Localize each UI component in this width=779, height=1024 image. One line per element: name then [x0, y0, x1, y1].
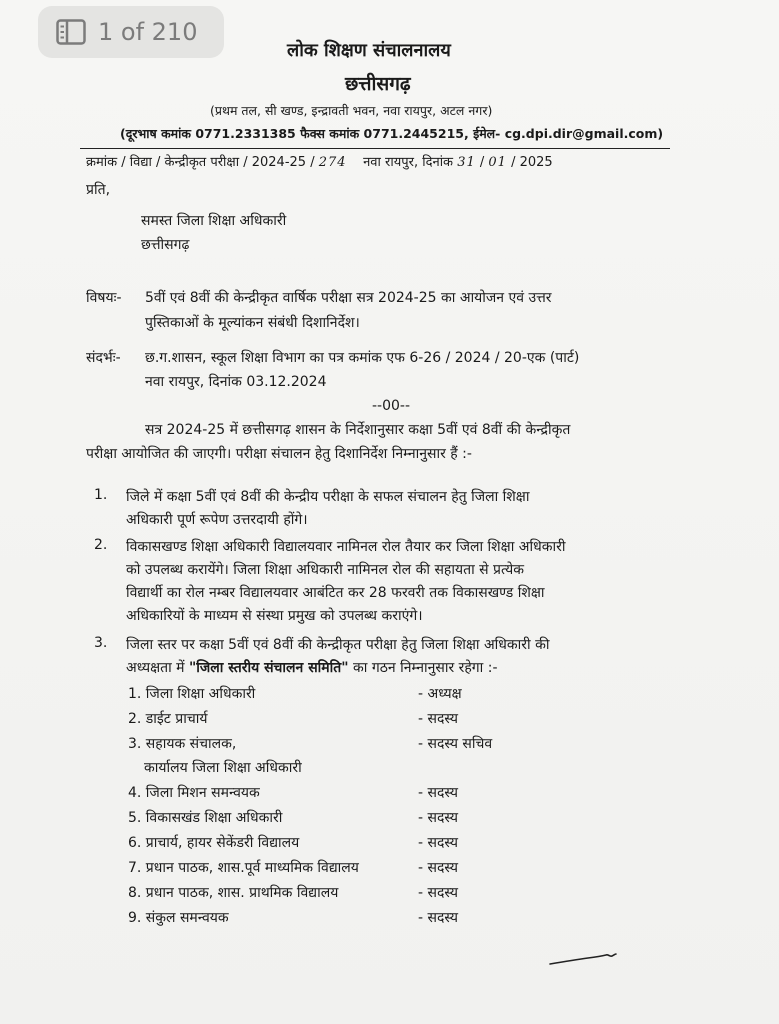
reference-note-line1: छ.ग.शासन, स्कूल शिक्षा विभाग का पत्र कमांक एफ 6-26 / 2024 / 20-एक (पार्ट) — [145, 350, 580, 366]
office-title: लोक शिक्षण संचालनालय — [287, 40, 451, 61]
section-separator: --00-- — [372, 398, 411, 414]
reference-label: संदर्भः- — [86, 350, 121, 366]
subject-line2: पुस्तिकाओं के मूल्यांकन संबंधी दिशानिर्देश। — [145, 315, 360, 331]
subject-label: विषयः- — [86, 290, 122, 306]
committee-member-name: 1. जिला शिक्षा अधिकारी — [128, 686, 256, 702]
page-indicator-label: 1 of 210 — [98, 18, 198, 46]
committee-member-name: 8. प्रधान पाठक, शास. प्राथमिक विद्यालय — [128, 885, 339, 901]
intro-line1: सत्र 2024-25 में छत्तीसगढ़ शासन के निर्देशानुसार कक्षा 5वीं एवं 8वीं की केन्द्रीकृत — [145, 422, 571, 438]
handwritten-letter-number: 274 — [318, 155, 347, 170]
recipient-to: प्रति, — [86, 182, 111, 198]
page-indicator[interactable] — [38, 6, 224, 58]
office-contact: (दूरभाष कमांक 0771.2331385 फैक्स कमांक 0771.2445215, ईमेल- cg.dpi.dir@gmail.com) — [120, 126, 664, 141]
committee-member-role: - अध्यक्ष — [418, 686, 462, 702]
intro-line2: परीक्षा आयोजित की जाएगी। परीक्षा संचालन हेतु दिशानिर्देश निम्नानुसार हैं :- — [86, 446, 472, 462]
reference-prefix: क्रमांक / विद्या / केन्द्रीकृत परीक्षा / 2024-25 / — [86, 155, 315, 170]
point-text: अध्यक्षता में — [126, 660, 185, 676]
point-text: का गठन निम्नानुसार रहेगा :- — [353, 660, 498, 676]
reference-line: क्रमांक / विद्या / केन्द्रीकृत परीक्षा / 2024-25 / 274 नवा रायपुर, दिनांक 31 / 01 / 2025 — [86, 155, 553, 170]
committee-member-name: 6. प्राचार्य, हायर सेकेंडरी विद्यालय — [128, 835, 300, 851]
reference-note-line2: नवा रायपुर, दिनांक 03.12.2024 — [145, 374, 327, 390]
page-list-icon — [56, 19, 86, 45]
committee-member-name: 9. संकुल समन्वयक — [128, 910, 229, 926]
committee-member-role: - सदस्य — [418, 860, 458, 876]
point-line: अधिकारी पूर्ण रूपेण उत्तरदायी होंगे। — [126, 512, 308, 528]
recipient-line1: समस्त जिला शिक्षा अधिकारी — [141, 213, 287, 229]
committee-member-role: - सदस्य — [418, 810, 458, 826]
recipient-line2: छत्तीसगढ़ — [141, 237, 190, 253]
committee-name: "जिला स्तरीय संचालन समिति" — [189, 660, 349, 676]
subject-line1: 5वीं एवं 8वीं की केन्द्रीकृत वार्षिक परीक्षा सत्र 2024-25 का आयोजन एवं उत्तर — [145, 290, 552, 306]
handwritten-month: 01 — [488, 155, 507, 170]
committee-member-name-cont: कार्यालय जिला शिक्षा अधिकारी — [144, 760, 302, 776]
state-title: छत्तीसगढ़ — [345, 73, 411, 95]
point-line: जिला स्तर पर कक्षा 5वीं एवं 8वीं की केन्द्रीकृत परीक्षा हेतु जिला शिक्षा अधिकारी की — [126, 637, 550, 653]
point-line: विकासखण्ड शिक्षा अधिकारी विद्यालयवार नामिनल रोल तैयार कर जिला शिक्षा अधिकारी — [126, 539, 566, 555]
committee-member-role: - सदस्य — [418, 835, 458, 851]
committee-member-name: 2. डाईट प्राचार्य — [128, 711, 208, 727]
point-line — [126, 658, 498, 677]
point-line: विद्यार्थी का रोल नम्बर विद्यालयवार आबंटित कर 28 फरवरी तक विकासखण्ड शिक्षा — [126, 585, 545, 601]
point-number: 3. — [94, 635, 108, 651]
header-divider — [80, 148, 670, 149]
committee-member-name: 5. विकासखंड शिक्षा अधिकारी — [128, 810, 283, 826]
point-line: अधिकारियों के माध्यम से संस्था प्रमुख को उपलब्ध कराएंगे। — [126, 608, 423, 624]
committee-member-name: 4. जिला मिशन समन्वयक — [128, 785, 260, 801]
point-line: को उपलब्ध करायेंगे। जिला शिक्षा अधिकारी नामिनल रोल की सहायता से प्रत्येक — [126, 562, 524, 578]
signature-mark — [548, 948, 618, 970]
committee-member-role: - सदस्य — [418, 910, 458, 926]
date-year: / 2025 — [511, 155, 553, 170]
committee-member-role: - सदस्य — [418, 711, 458, 727]
place-date-prefix: नवा रायपुर, दिनांक — [363, 155, 454, 170]
point-number: 1. — [94, 487, 108, 503]
handwritten-day: 31 — [457, 155, 476, 170]
office-address: (प्रथम तल, सी खण्ड, इन्द्रावती भवन, नवा रायपुर, अटल नगर) — [210, 103, 493, 118]
point-number: 2. — [94, 537, 108, 553]
committee-member-role: - सदस्य — [418, 785, 458, 801]
point-line: जिले में कक्षा 5वीं एवं 8वीं की केन्द्रीय परीक्षा के सफल संचालन हेतु जिला शिक्षा — [126, 489, 530, 505]
committee-member-name: 3. सहायक संचालक, — [128, 736, 237, 752]
committee-member-name: 7. प्रधान पाठक, शास.पूर्व माध्यमिक विद्यालय — [128, 860, 359, 876]
committee-member-role: - सदस्य सचिव — [418, 736, 493, 752]
committee-member-role: - सदस्य — [418, 885, 458, 901]
